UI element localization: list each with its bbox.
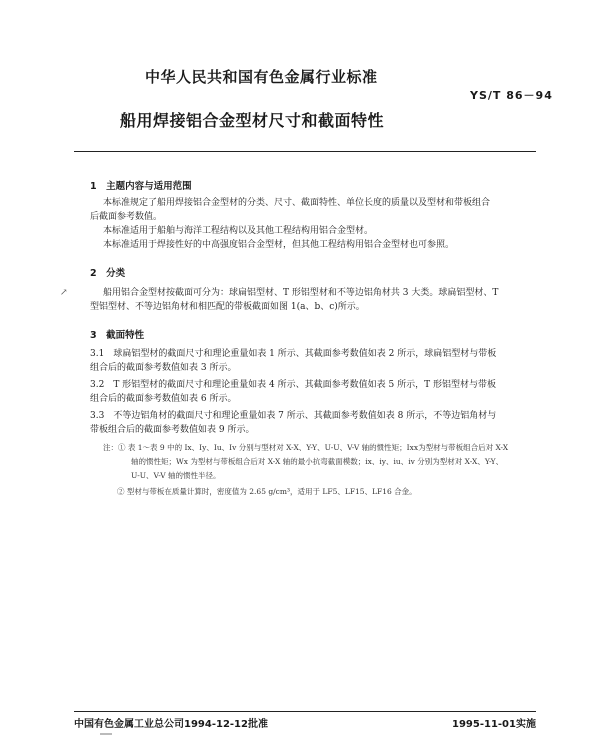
- clause-3-1-line-2: 组合后的截面参考数值如表 3 所示。: [90, 363, 237, 373]
- note-1-line-2: 轴的惯性矩；Wx 为型材与带板组合后对 X-X 轴的最小抗弯截面模数；ix、iy、iu、iv 分别为型材对 X-X、Y-Y、: [131, 457, 504, 466]
- note-1-line-3: U-U、V-V 轴的惯性半径。: [131, 471, 221, 480]
- clause-3-3-line-1: 3.3 不等边铝角材的截面尺寸和理论重量如表 7 所示、其截面参考数值如表 8 所示，不等边铝角材与: [90, 411, 497, 421]
- section-1-paragraph-1-line-2: 后截面参考数值。: [90, 212, 163, 222]
- section-1-heading: 1 主题内容与适用范围: [90, 181, 192, 192]
- note-1-line-1: 注：① 表 1～表 9 中的 Ix、Iy、Iu、Iv 分别与型材对 X-X、Y-Y、U-U、V-V 轴的惯性矩；Ixx为型材与带板组合后对 X-X: [103, 443, 509, 452]
- header-divider: [74, 151, 536, 152]
- clause-3-1-line-1: 3.1 球扁铝型材的截面尺寸和理论重量如表 1 所示、其截面参考数值如表 2 所示，球扁铝型材与带板: [90, 349, 497, 359]
- section-2-paragraph-line-2: 型铝型材、不等边铝角材和相匹配的带板截面如图 1(a、b、c)所示。: [90, 302, 365, 312]
- clause-3-3-line-2: 带板组合后的截面参考数值如表 9 所示。: [90, 425, 255, 435]
- standard-category-title: 中华人民共和国有色金属行业标准: [145, 68, 378, 86]
- document-title: 船用焊接铝合金型材尺寸和截面特性: [120, 111, 385, 130]
- section-2-heading: 2 分类: [90, 268, 126, 279]
- section-2-paragraph-line-1: 船用铝合金型材按截面可分为：球扁铝型材、T 形铝型材和不等边铝角材共 3 大类。球扁铝型材、T: [103, 288, 499, 298]
- note-2: ② 型材与带板在质量计算时，密度值为 2.65 g/cm³，适用于 LF5、LF15、LF16 合金。: [117, 487, 417, 496]
- section-3-heading: 3 截面特性: [90, 330, 145, 341]
- scan-speck: [100, 733, 112, 735]
- section-1-paragraph-3: 本标准适用于焊接性好的中高强度铝合金型材，但其他工程结构用铝合金型材也可参照。: [103, 240, 455, 250]
- section-1-paragraph-2: 本标准适用于船舶与海洋工程结构以及其他工程结构用铝合金型材。: [103, 226, 374, 236]
- margin-mark: ↗: [60, 288, 68, 298]
- implementation-date: 1995-11-01实施: [452, 719, 536, 730]
- approval-statement: 中国有色金属工业总公司1994-12-12批准: [74, 719, 268, 730]
- section-1-paragraph-1-line-1: 本标准规定了船用焊接铝合金型材的分类、尺寸、截面特性、单位长度的质量以及型材和带板组合: [103, 198, 491, 208]
- footer-divider: [74, 711, 536, 712]
- standard-code: YS/T 86－94: [470, 89, 553, 102]
- clause-3-2-line-2: 组合后的截面参考数值如表 6 所示。: [90, 394, 237, 404]
- clause-3-2-line-1: 3.2 T 形铝型材的截面尺寸和理论重量如表 4 所示、其截面参考数值如表 5 所示，T 形铝型材与带板: [90, 380, 496, 390]
